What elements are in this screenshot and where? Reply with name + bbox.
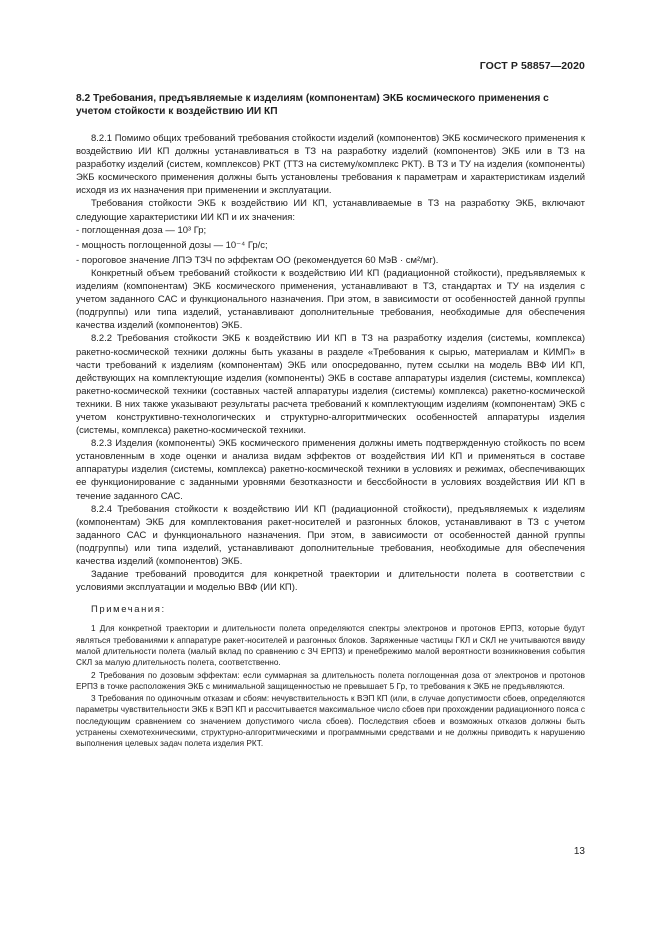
list-item-let-threshold: - пороговое значение ЛПЭ ТЗЧ по эффектам ОО (рекомендуется 60 МэВ · см²/мг).	[76, 254, 439, 266]
paragraph-requirements-intro: Требования стойкости ЭКБ к воздействию ИИ КП, устанавливаемые в ТЗ на разработку ЭКБ, включают следующие характеристики ИИ КП и их значения:	[76, 198, 585, 223]
note-1: 1 Для конкретной траектории и длительности полета определяются спектры электронов и протонов ЕРПЗ, которые будут являться требованиями к аппаратуре ракет-носителей и разгонных блоков. Заряженные частицы ГКЛ и СКЛ не учитываются ввиду малой длительности полета (малый вклад по сравнению с ЗЧ ЕРПЗ) и пренебрежимо малой вероятности возникновения события СКЛ за малую длительность полета, соответственно.	[76, 624, 585, 668]
paragraph-8-2-1: 8.2.1 Помимо общих требований требования стойкости изделий (компонентов) ЭКБ космического применения к воздействию ИИ КП должны устанавливаться в ТЗ на разработку изделий (компонентов) ЭКБ или в ТЗ на разработку изделий (систем, комплексов) РКТ (ТТЗ на систему/комплекс РКТ). В ТЗ и ТУ на изделия (компоненты) ЭКБ космического применения должны быть установлены требования к параметрам и характеристикам изделий исходя из их назначения при применении и эксплуатации.	[76, 133, 585, 197]
paragraph-8-2-2: 8.2.2 Требования стойкости ЭКБ к воздействию ИИ КП в ТЗ на разработку изделия (системы, комплекса) ракетно-космической техники должны быть указаны в разделе «Требования к сырью, материалам и КИМП» в части требований к изделиям (компонентам) ЭКБ или опосредованно, путем ссылки на модель ВВФ ИИ КП, действующих на комплектующие изделия (компоненты) ЭКБ в составе аппаратуры изделия (системы, комплекса) ракетно-космической техники (составных частей аппаратуры изделия (системы) комплекса) ракетно-космической техники. В них также указывают результаты расчета требований к комплектующим изделиям (компонентам) ЭКБ с учетом конструктивно-технологических и структурно-алгоритмических особенностей аппаратуры изделия (системы, комплекса) ракетно-космической техники.	[76, 333, 585, 437]
page-number: 13	[573, 846, 585, 857]
paragraph-8-2-3: 8.2.3 Изделия (компоненты) ЭКБ космического применения должны иметь подтвержденную стойкость по всем установленным в ходе оценки и анализа видам эффектов от воздействия ИИ КП и применяться в составе аппаратуры изделия (системы, комплекса) ракетно-космической техники в условиях и режимах, обеспечивающих ее функционирование с заданными уровнями безотказности и бессбойности в условиях воздействия ИИ КП в течение заданного САС.	[76, 438, 585, 502]
list-item-dose-rate: - мощность поглощенной дозы — 10⁻⁴ Гр/с;	[76, 239, 268, 251]
section-title: 8.2 Требования, предъявляемые к изделиям (компонентам) ЭКБ космического применения с учетом стойкости к воздействию ИИ КП	[76, 93, 549, 117]
document-code: ГОСТ Р 58857—2020	[479, 60, 585, 72]
note-2: 2 Требования по дозовым эффектам: если суммарная за длительность полета поглощенная доза от электронов и протонов ЕРПЗ в точке расположения ЭКБ с минимальной защищенностью не превышает 5 Гр, то требования к ЭКБ не предъявляются.	[76, 670, 585, 691]
note-3: 3 Требования по одиночным отказам и сбоям: нечувствительность к ВЭП КП (или, в случае допустимости сбоев, определяются параметры чувствительности ЭКБ к ВЭП КП и рассчитывается максимальное число сбоев при прохождении радиационного пояса с последующим сравнением со значением допустимого числа сбоев). Последствия сбоев и возможных отказов должны быть устранены схемотехническими, структурно-алгоритмическими и программными средствами и не должны приводить к нарушению выполнения целевых задач полета изделия РКТ.	[76, 694, 585, 749]
paragraph-scope: Конкретный объем требований стойкости к воздействию ИИ КП (радиационной стойкости), предъявляемых к изделиям (компонентам) ЭКБ космического применения, устанавливают в ТЗ, стандартах и ТУ на изделия с учетом заданного САС и функционального назначения. При этом, в зависимости от особенностей данной группы (подгруппы) или типа изделий, устанавливают дополнительные требования, необходимые для обеспечения качества изделий (компонентов) ЭКБ.	[76, 267, 585, 332]
notes-label: Примечания:	[91, 604, 166, 616]
page-content	[76, 92, 585, 750]
notes-block	[76, 623, 585, 749]
section-body	[76, 132, 585, 616]
paragraph-8-2-4: 8.2.4 Требования стойкости к воздействию ИИ КП (радиационной стойкости), предъявляемых к изделиям (компонентам) ЭКБ для комплектования ракет-носителей и разгонных блоков, устанавливают в ТЗ с учетом заданного САС и функционального назначения. При этом, в зависимости от особенностей данной группы (подгруппы) или типа изделий, устанавливают дополнительные требования, необходимые для обеспечения качества изделий (компонентов) ЭКБ.	[76, 503, 585, 567]
list-item-absorbed-dose: - поглощенная доза — 10³ Гр;	[76, 224, 207, 236]
paragraph-trajectory: Задание требований проводится для конкретной траектории и длительности полета в соответствии с условиями эксплуатации и моделью ВВФ (ИИ КП).	[76, 569, 585, 594]
